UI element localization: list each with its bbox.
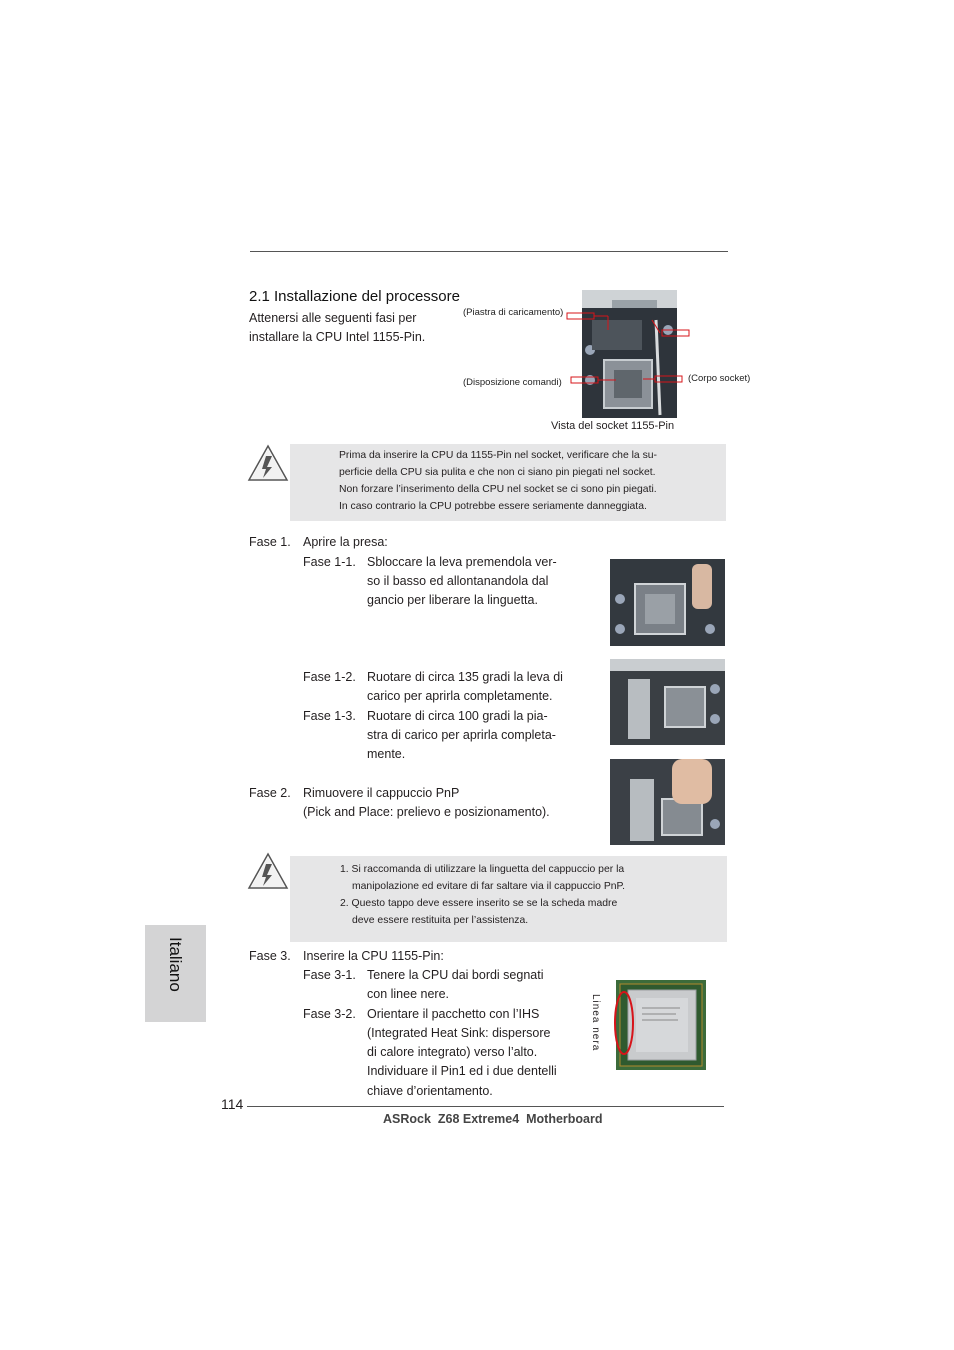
fase3-1-line-2: con linee nere. bbox=[367, 987, 450, 1001]
cpu-photo bbox=[610, 976, 710, 1072]
warning-triangle-icon bbox=[247, 852, 289, 890]
fase1-2-line-1: Ruotare di circa 135 gradi la leva di bbox=[367, 670, 563, 684]
fase3-2-line-4: Individuare il Pin1 ed i due dentelli bbox=[367, 1064, 557, 1078]
fase3-2-line-3: di calore integrato) verso l’alto. bbox=[367, 1045, 538, 1059]
fase3-2-line-5: chiave d’orientamento. bbox=[367, 1084, 493, 1098]
section-title: 2.1 Installazione del processore bbox=[249, 288, 460, 305]
fase1-1-line-3: gancio per liberare la linguetta. bbox=[367, 593, 538, 607]
fase3-2-line-1: Orientare il pacchetto con l’IHS bbox=[367, 1007, 540, 1021]
fase2-line-2: (Pick and Place: prelievo e posizionamento). bbox=[303, 805, 550, 819]
header-rule bbox=[250, 251, 728, 252]
fase1-1-line-2: so il basso ed allontanandola dal bbox=[367, 574, 549, 588]
fase1-2-label: Fase 1-2. bbox=[303, 670, 356, 684]
footer-rule bbox=[247, 1106, 724, 1107]
intro-line-2: installare la CPU Intel 1155-Pin. bbox=[249, 330, 426, 344]
step-2-photo bbox=[610, 759, 725, 845]
step-1-2-drawing bbox=[610, 659, 725, 745]
footer-product: ASRock Z68 Extreme4 Motherboard bbox=[383, 1112, 603, 1126]
socket-callouts bbox=[560, 290, 760, 430]
warning-1-line-4: In caso contrario la CPU potrebbe essere seriamente danneggiata. bbox=[339, 501, 647, 512]
fase3-text: Inserire la CPU 1155-Pin: bbox=[303, 949, 444, 963]
fase1-1-line-1: Sbloccare la leva premendola ver- bbox=[367, 555, 557, 569]
warning-1-line-3: Non forzare l’inserimento della CPU nel socket se ci sono pin piegati. bbox=[339, 484, 657, 495]
step-1-1-photo bbox=[610, 559, 725, 646]
warning-triangle-icon bbox=[247, 444, 289, 482]
step-1-1-drawing bbox=[610, 559, 725, 646]
warning-2-line-3: 2. Questo tappo deve essere inserito se se la scheda madre bbox=[340, 898, 618, 909]
fase3-1-label: Fase 3-1. bbox=[303, 968, 356, 982]
warning-2-line-4: deve essere restituita per l’assistenza. bbox=[352, 915, 529, 926]
fase1-3-label: Fase 1-3. bbox=[303, 709, 356, 723]
label-lever: (Disposizione comandi) bbox=[463, 377, 562, 388]
intro-line-1: Attenersi alle seguenti fasi per bbox=[249, 311, 417, 325]
fase3-2-line-2: (Integrated Heat Sink: dispersore bbox=[367, 1026, 551, 1040]
warning-1-line-1: Prima da inserire la CPU da 1155-Pin nel socket, verificare che la su- bbox=[339, 450, 658, 461]
fase1-text: Aprire la presa: bbox=[303, 535, 388, 549]
step-1-2-photo bbox=[610, 659, 725, 745]
language-tab-label: Italiano bbox=[166, 937, 185, 992]
fase2-line-1: Rimuovere il cappuccio PnP bbox=[303, 786, 460, 800]
cpu-side-label: Linea nera bbox=[590, 994, 601, 1052]
step-2-drawing bbox=[610, 759, 725, 845]
warning-2-line-2: manipolazione ed evitare di far saltare via il cappuccio PnP. bbox=[352, 881, 626, 892]
fase3-2-label: Fase 3-2. bbox=[303, 1007, 356, 1021]
fase3-label: Fase 3. bbox=[249, 949, 291, 963]
warning-1-line-2: perficie della CPU sia pulita e che non ci siano pin piegati nel socket. bbox=[339, 467, 656, 478]
fase1-label: Fase 1. bbox=[249, 535, 291, 549]
fase1-1-label: Fase 1-1. bbox=[303, 555, 356, 569]
fase1-3-line-2: stra di carico per aprirla completa- bbox=[367, 728, 556, 742]
label-socket-body: (Corpo socket) bbox=[688, 373, 751, 384]
fase2-label: Fase 2. bbox=[249, 786, 291, 800]
fase1-3-line-3: mente. bbox=[367, 747, 406, 761]
socket-caption: Vista del socket 1155-Pin bbox=[551, 420, 675, 432]
page-number: 114 bbox=[221, 1096, 244, 1112]
label-load-plate: (Piastra di caricamento) bbox=[463, 307, 564, 318]
language-tab bbox=[145, 925, 206, 1022]
warning-2-line-1: 1. Si raccomanda di utilizzare la linguetta del cappuccio per la bbox=[340, 864, 625, 875]
fase1-2-line-2: carico per aprirla completamente. bbox=[367, 689, 553, 703]
fase3-1-line-1: Tenere la CPU dai bordi segnati bbox=[367, 968, 544, 982]
fase1-3-line-1: Ruotare di circa 100 gradi la pia- bbox=[367, 709, 548, 723]
